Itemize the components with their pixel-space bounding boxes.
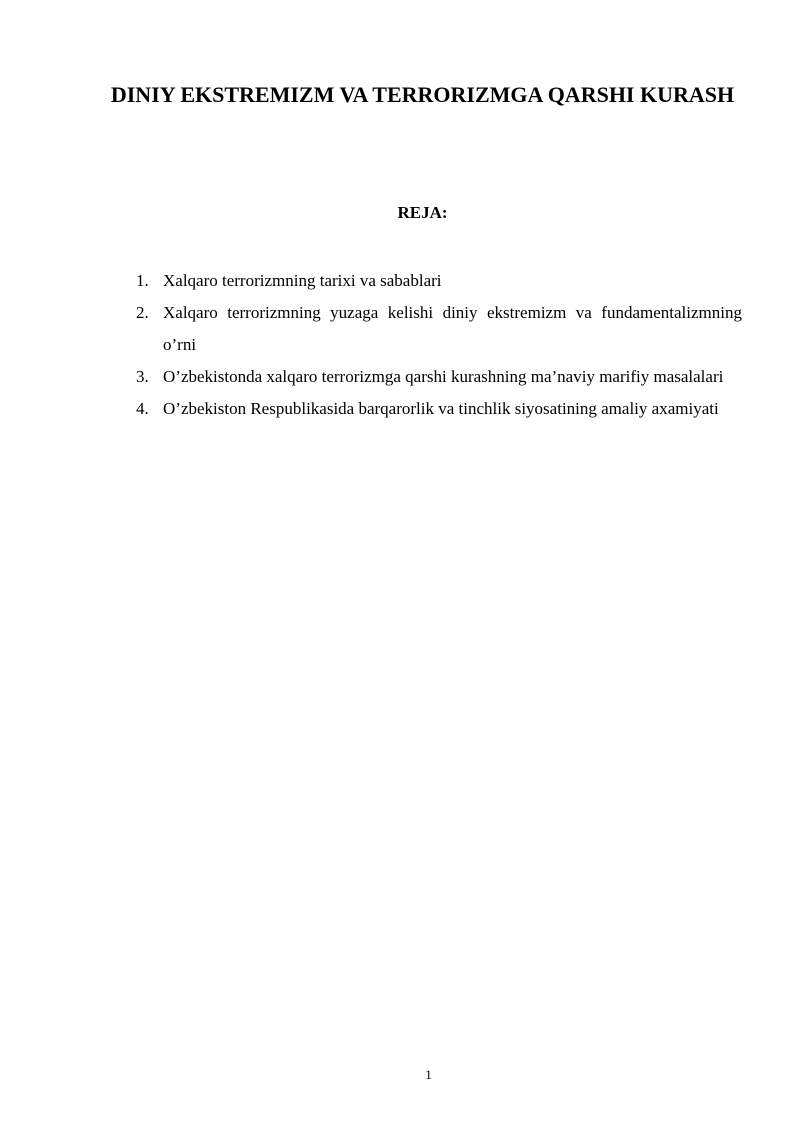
plan-item-text: Xalqaro terrorizmning yuzaga kelishi diniy ekstremizm va fundamentalizmning o’rni [163,303,742,354]
plan-item-3 [136,361,742,393]
plan-item-number: 4. [136,399,149,418]
plan-item-text: Xalqaro terrorizmning tarixi va sabablari [163,271,442,290]
plan-heading: REJA: [397,203,448,222]
plan-item-text: O’zbekiston Respublikasida barqarorlik va tinchlik siyosatining amaliy axamiyati [163,399,719,418]
plan-item-4 [136,393,742,425]
plan-item-2 [136,297,742,361]
plan-item-number: 1. [136,271,149,290]
plan-item-number: 2. [136,303,149,322]
plan-item-text: O’zbekistonda xalqaro terrorizmga qarshi kurashning ma’naviy marifiy masalalari [163,367,724,386]
plan-list [136,265,742,425]
document-title: DINIY EKSTREMIZM VA TERRORIZMGA QARSHI KURASH [110,82,735,107]
plan-item-1 [136,265,742,297]
page-number: 1 [425,1067,432,1082]
plan-item-number: 3. [136,367,149,386]
